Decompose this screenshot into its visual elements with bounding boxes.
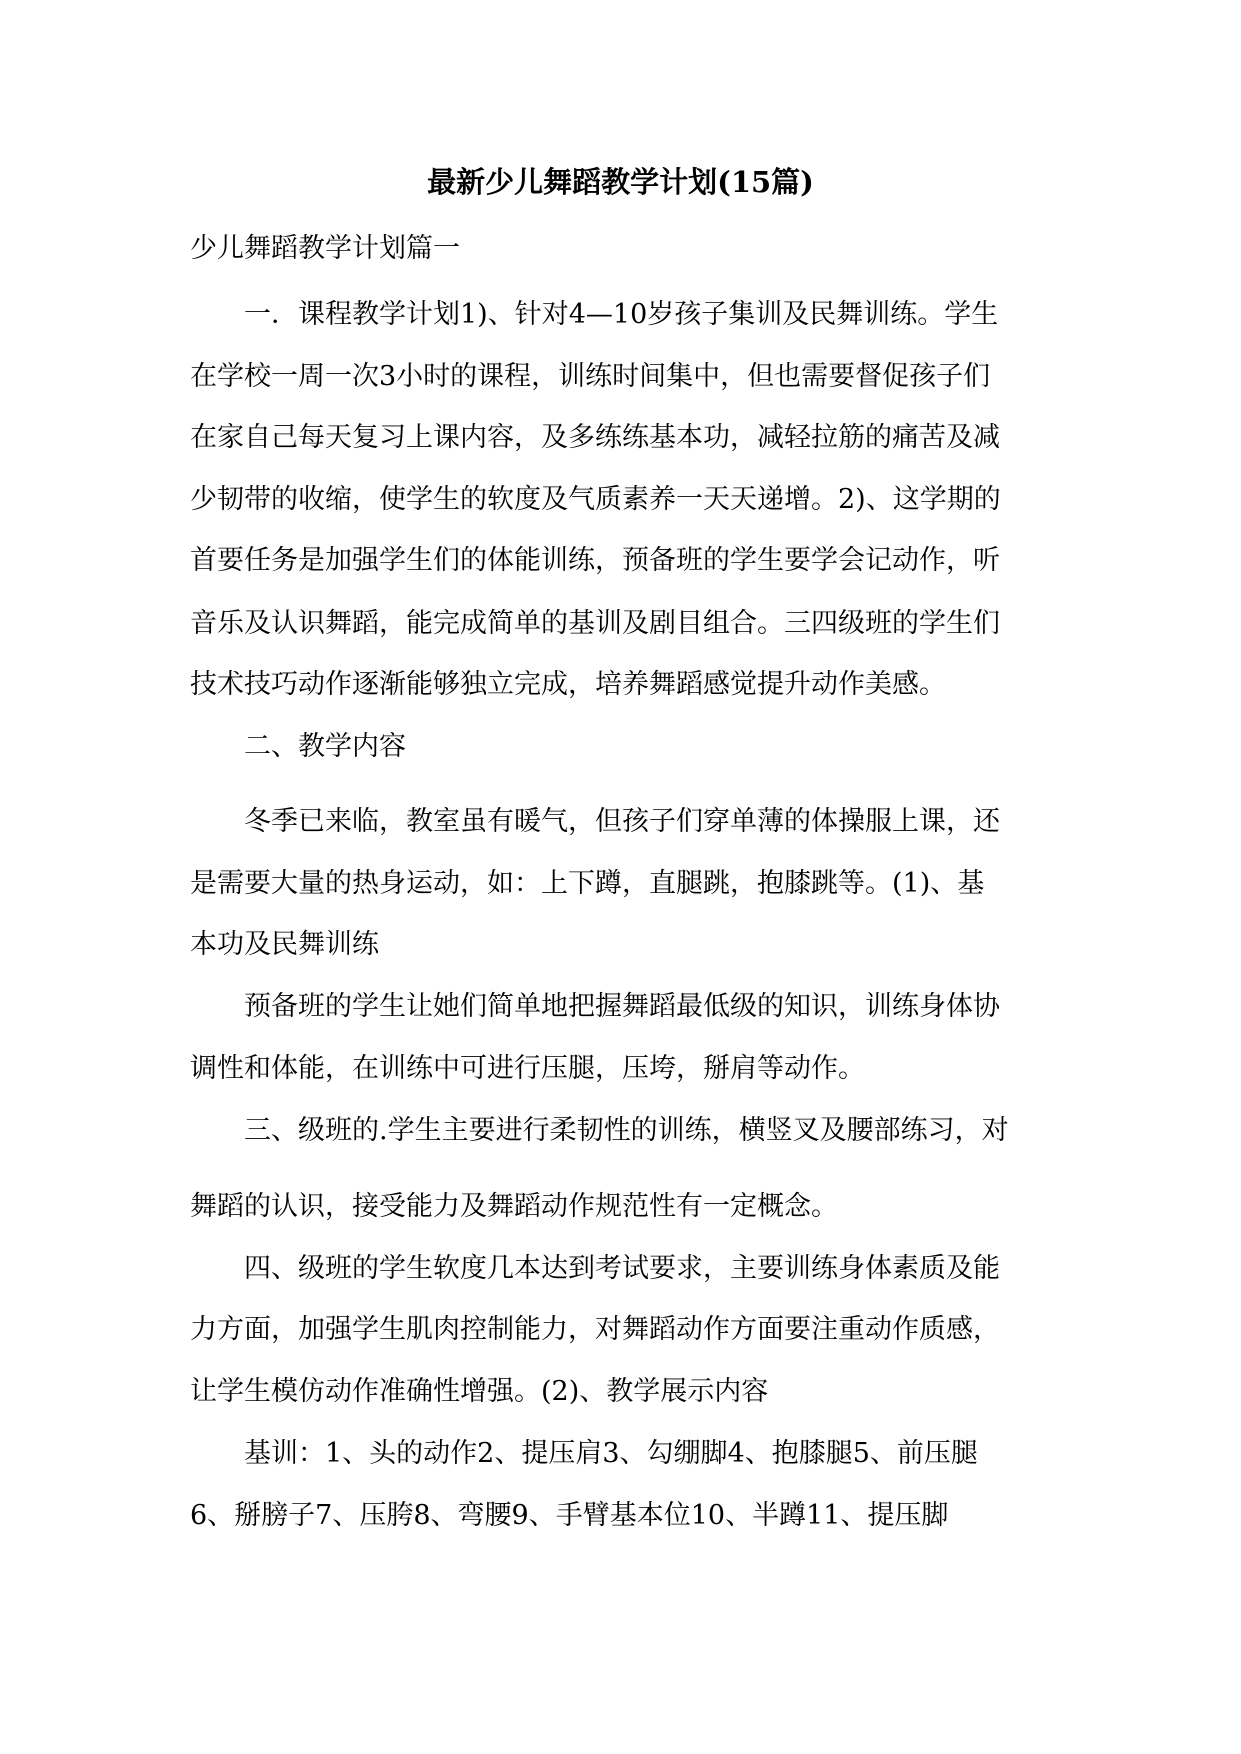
section-heading: 少儿舞蹈教学计划篇一 [190,233,460,264]
paragraph-line: 在家自己每天复习上课内容，及多练练基本功，减轻拉筋的痛苦及减 [190,422,1000,453]
paragraph-line: 基训：1、头的动作2、提压肩3、勾绷脚4、抱膝腿5、前压腿 [190,1438,978,1469]
paragraph-line: 6、掰膀子7、压胯8、弯腰9、手臂基本位10、半蹲11、提压脚 [190,1500,949,1531]
paragraph-line: 少韧带的收缩，使学生的软度及气质素养一天天递增。2)、这学期的 [190,484,1001,515]
paragraph-line: 三、级班的.学生主要进行柔韧性的训练，横竖叉及腰部练习，对 [190,1115,1009,1146]
paragraph-line: 是需要大量的热身运动，如：上下蹲，直腿跳，抱膝跳等。(1)、基 [190,868,985,899]
paragraph-line: 调性和体能，在训练中可进行压腿，压垮，掰肩等动作。 [190,1053,865,1084]
paragraph-line: 一．课程教学计划1)、针对4—10岁孩子集训及民舞训练。学生 [190,299,999,330]
subheading-line: 二、教学内容 [190,731,406,762]
paragraph-line: 力方面，加强学生肌肉控制能力，对舞蹈动作方面要注重动作质感， [190,1314,1000,1345]
paragraph-line: 四、级班的学生软度几本达到考试要求，主要训练身体素质及能 [190,1253,1000,1284]
paragraph-line: 冬季已来临，教室虽有暖气，但孩子们穿单薄的体操服上课，还 [190,806,1000,837]
document-title: 最新少儿舞蹈教学计划(15篇) [427,165,814,199]
paragraph-line: 首要任务是加强学生们的体能训练，预备班的学生要学会记动作，听 [190,545,1000,576]
paragraph-line: 本功及民舞训练 [190,929,379,960]
paragraph-line: 技术技巧动作逐渐能够独立完成，培养舞蹈感觉提升动作美感。 [190,669,946,700]
paragraph-line: 舞蹈的认识，接受能力及舞蹈动作规范性有一定概念。 [190,1191,838,1222]
paragraph-line: 预备班的学生让她们简单地把握舞蹈最低级的知识，训练身体协 [190,991,1000,1022]
paragraph-line: 音乐及认识舞蹈，能完成简单的基训及剧目组合。三四级班的学生们 [190,608,1000,639]
paragraph-line: 让学生模仿动作准确性增强。(2)、教学展示内容 [190,1376,769,1407]
paragraph-line: 在学校一周一次3小时的课程，训练时间集中，但也需要督促孩子们 [190,361,991,392]
